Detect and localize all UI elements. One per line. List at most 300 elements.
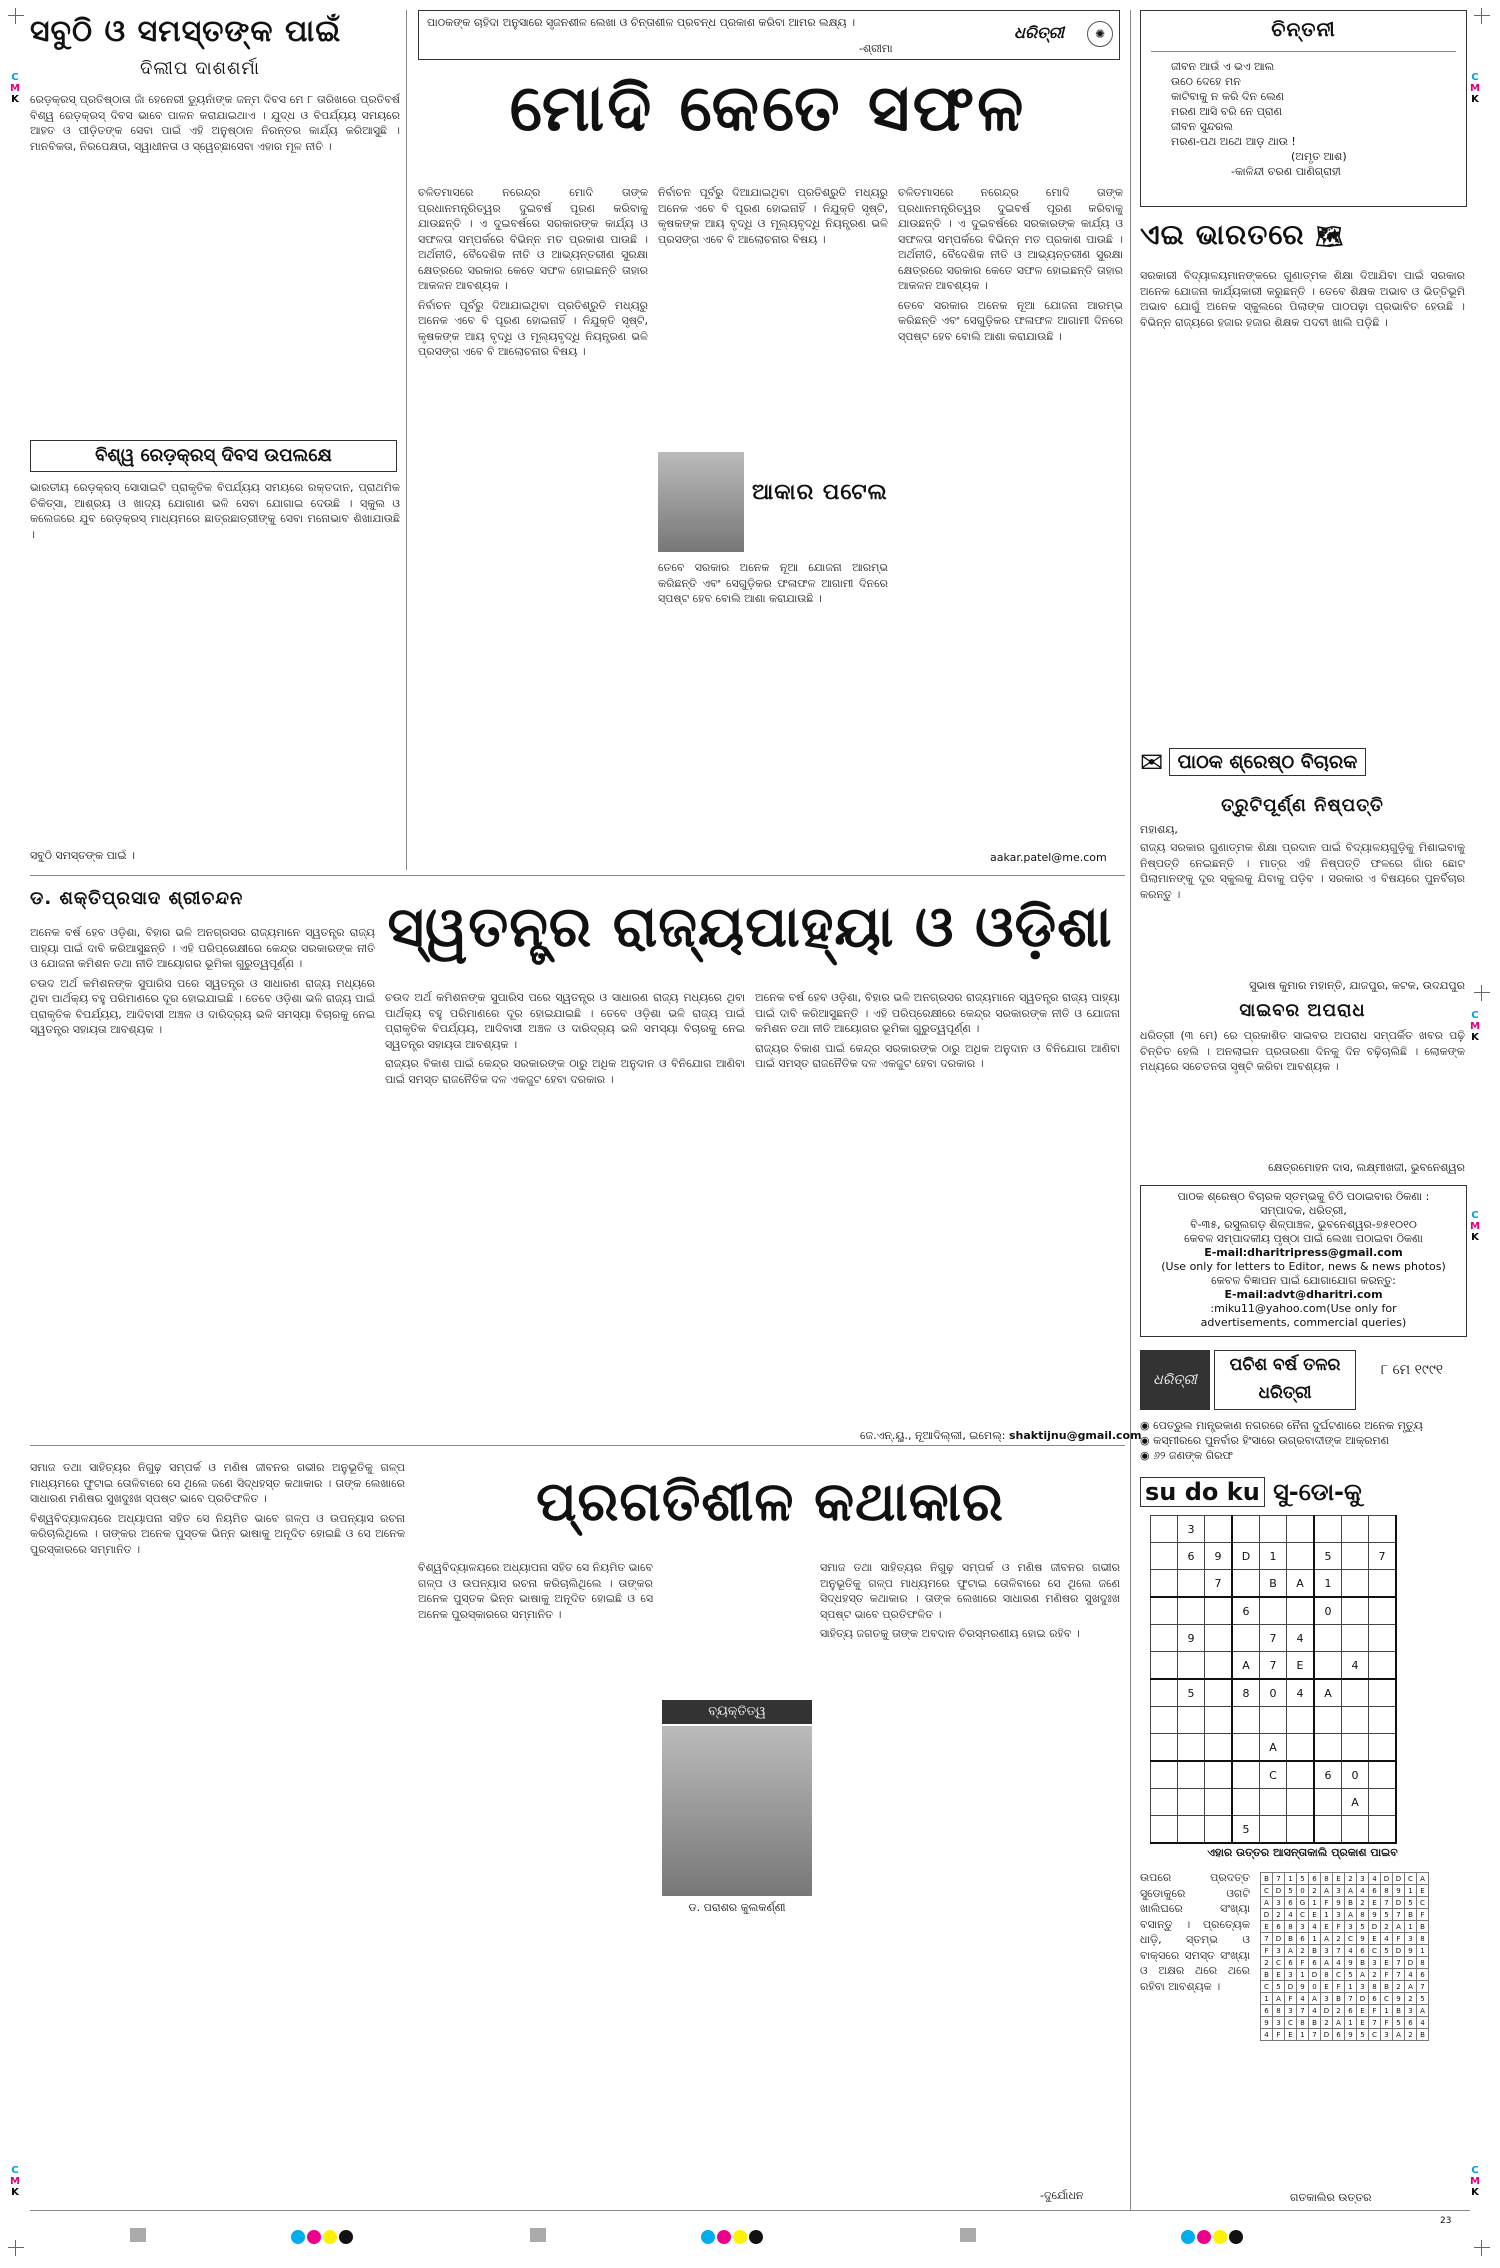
answer-cell: G (1297, 1897, 1309, 1909)
answer-cell: B (1285, 1933, 1297, 1945)
sudoku-cell[interactable] (1232, 1761, 1260, 1789)
sudoku-cell[interactable]: E (1287, 1652, 1315, 1680)
sudoku-cell[interactable] (1232, 1789, 1260, 1816)
sudoku-cell[interactable] (1260, 1816, 1287, 1844)
sudoku-cell[interactable] (1287, 1516, 1315, 1543)
sudoku-cell[interactable] (1205, 1516, 1233, 1543)
sudoku-cell[interactable] (1314, 1707, 1342, 1734)
sudoku-grid-wrap (1150, 1515, 1397, 1844)
sudoku-cell[interactable]: 7 (1369, 1543, 1397, 1570)
sudoku-cell[interactable]: 4 (1287, 1679, 1315, 1707)
sudoku-cell[interactable]: 3 (1178, 1516, 1205, 1543)
sudoku-cell[interactable] (1287, 1707, 1315, 1734)
sudoku-cell[interactable]: 5 (1232, 1816, 1260, 1844)
answer-cell: 4 (1405, 1969, 1417, 1981)
answer-cell: E (1357, 2017, 1369, 2029)
answer-cell: 3 (1333, 1885, 1345, 1897)
answer-cell: 5 (1285, 1885, 1297, 1897)
address-line: କେବଳ ସମ୍ପାଦକୀୟ ପୃଷ୍ଠା ପାଇଁ ଲେଖା ପଠାଇବା ଠିକଣା (1184, 1232, 1423, 1245)
sudoku-cell[interactable] (1314, 1625, 1342, 1652)
answer-cell: 5 (1357, 1921, 1369, 1933)
answer-cell: 9 (1345, 1957, 1357, 1969)
sudoku-row (1151, 1761, 1397, 1789)
answer-row (1261, 1957, 1429, 1969)
editor-email[interactable]: E-mail:dharitripress@gmail.com (1204, 1246, 1403, 1259)
grey-swatch (960, 2228, 976, 2242)
sudoku-cell[interactable] (1205, 1625, 1233, 1652)
colour-dot (323, 2230, 337, 2244)
sudoku-cell[interactable] (1205, 1652, 1233, 1680)
answer-cell: 2 (1381, 1921, 1393, 1933)
answer-cell: 2 (1405, 2029, 1417, 2041)
sudoku-cell[interactable] (1287, 1597, 1315, 1625)
article2-para: ଚଉଦ ଅର୍ଥ କମିଶନଙ୍କ ସୁପାରିସ ପରେ ସ୍ୱତନ୍ତ୍ର ଓ ସାଧାରଣ ରାଜ୍ୟ ମଧ୍ୟରେ ଥିବା ପାର୍ଥକ୍ୟ ବହୁ ପରିମାଣରେ ଦୂର ହୋଇଯାଇଛି । ତେବେ ଓଡ଼ିଶା ଭଳି ରାଜ୍ୟ ପାଇଁ ପ୍ରାକୃତିକ ବିପର୍ଯ୍ୟୟ, ଆଦିବାସୀ ଅଞ୍ଚଳ ଓ ଦାରିଦ୍ର୍ୟ ଭଳି ସମସ୍ୟା ବିଚାରକୁ ନେଇ ସ୍ୱତନ୍ତ୍ର ସହାୟତା ଆବଶ୍ୟକ । (385, 991, 745, 1051)
answer-cell: C (1285, 2017, 1297, 2029)
column-divider (1130, 10, 1131, 2210)
sudoku-cell[interactable] (1151, 1761, 1178, 1789)
answer-cell: 5 (1297, 1873, 1309, 1885)
article1-col-b (658, 185, 888, 445)
sudoku-cell[interactable] (1151, 1516, 1178, 1543)
answer-cell: 4 (1261, 2029, 1273, 2041)
twentyfive-item: ◉ ପେତ୍ରୁଲ ମାନ୍ତ୍ରକାଣ ନଗରରେ ନୈନା ଦୁର୍ଘଟଣାରେ ଅନେକ ମୃତ୍ୟୁ (1140, 1419, 1423, 1432)
chintanika-poem (1171, 59, 1451, 179)
answer-cell: 6 (1309, 1873, 1321, 1885)
sudoku-cell[interactable] (1369, 1570, 1397, 1598)
answer-cell: 3 (1381, 2029, 1393, 2041)
sudoku-cell[interactable] (1232, 1734, 1260, 1762)
answer-cell: 4 (1309, 2005, 1321, 2017)
sudoku-cell[interactable] (1151, 1543, 1178, 1570)
poem-line: ମରଣ-ପଥ ଅଥେ ଆଡ଼ ଥାଉ ! (1171, 135, 1296, 148)
sudoku-cell[interactable] (1205, 1816, 1233, 1844)
answer-cell: C (1273, 1957, 1285, 1969)
answer-cell: D (1285, 1981, 1297, 1993)
answer-row (1261, 1945, 1429, 1957)
col1-body2 (30, 480, 400, 850)
answer-cell: 5 (1381, 1909, 1393, 1921)
answer-cell: 2 (1273, 1909, 1285, 1921)
sudoku-cell[interactable]: A (1260, 1734, 1287, 1762)
sudoku-cell[interactable]: 4 (1342, 1652, 1369, 1680)
poem-line: କାଟିବାକୁ ନ କରି ଦିନ ଲେଣ (1171, 90, 1284, 103)
sudoku-cell[interactable] (1287, 1734, 1315, 1762)
sudoku-cell[interactable] (1314, 1734, 1342, 1762)
answer-cell: 0 (1297, 1885, 1309, 1897)
poem-author: -କାଳିନ୍ଦୀ ଚରଣ ପାଣିଗ୍ରାହୀ (1231, 165, 1341, 178)
answer-cell: A (1393, 1921, 1405, 1933)
sudoku-cell[interactable] (1232, 1625, 1260, 1652)
sudoku-cell[interactable] (1205, 1734, 1233, 1762)
sudoku-cell[interactable] (1369, 1734, 1397, 1762)
answer-cell: 8 (1273, 2005, 1285, 2017)
article1-para: ଚଳିତମାସରେ ନରେନ୍ଦ୍ର ମୋଦି ତାଙ୍କ ପ୍ରଧାନମନ୍ତ୍ରିତ୍ୱର ଦୁଇବର୍ଷ ପୂରଣ କରିବାକୁ ଯାଉଛନ୍ତି । ଏ ଦୁଇବର୍ଷରେ ସରକାରଙ୍କ କାର୍ଯ୍ୟ ଓ ସଫଳତା ସମ୍ପର୍କରେ ବିଭିନ୍ନ ମତ ପ୍ରକାଶ ପାଉଛି । ଅର୍ଥନୀତି, ବୈଦେଶିକ ନୀତି ଓ ଆଭ୍ୟନ୍ତରୀଣ ସୁରକ୍ଷା କ୍ଷେତ୍ରରେ ସରକାର କେତେ ସଫଳ ହୋଇଛନ୍ତି ତାହାର ଆକଳନ ଆବଶ୍ୟକ । (898, 186, 1123, 292)
answer-cell: 4 (1297, 1993, 1309, 2005)
answer-cell: C (1345, 1933, 1357, 1945)
address-line: ସମ୍ପାଦକ, ଧରିତ୍ରୀ, (1260, 1204, 1347, 1217)
sudoku-cell[interactable] (1342, 1707, 1369, 1734)
sudoku-cell[interactable]: 7 (1260, 1625, 1287, 1652)
sudoku-cell[interactable]: 4 (1287, 1625, 1315, 1652)
sudoku-cell[interactable]: 5 (1314, 1543, 1342, 1570)
sudoku-cell[interactable] (1314, 1652, 1342, 1680)
answer-cell: 6 (1345, 2005, 1357, 2017)
bharat-para: ସରକାରୀ ବିଦ୍ୟାଳୟମାନଙ୍କରେ ଗୁଣାତ୍ମକ ଶିକ୍ଷା ଦିଆଯିବା ପାଇଁ ସରକାର ଅନେକ ଯୋଜନା କାର୍ଯ୍ୟକାରୀ କରୁଛନ୍ତି । ତେବେ ଶିକ୍ଷକ ଅଭାବ ଓ ଭିତ୍ତିଭୂମି ଅଭାବ ଯୋଗୁଁ ଅନେକ ସ୍କୁଲରେ ପିଲାଙ୍କ ପାଠପଢ଼ା ପ୍ରଭାବିତ ହେଉଛି । ବିଭିନ୍ନ ରାଜ୍ୟରେ ହଜାର ହଜାର ଶିକ୍ଷକ ପଦବୀ ଖାଲି ପଡ଼ିଛି । (1140, 269, 1465, 329)
sudoku-cell[interactable] (1287, 1816, 1315, 1844)
sudoku-cell[interactable]: 0 (1260, 1679, 1287, 1707)
sudoku-cell[interactable] (1178, 1734, 1205, 1762)
article3-para: ସାହିତ୍ୟ ଜଗତକୁ ତାଙ୍କ ଅବଦାନ ଚିରସ୍ମରଣୀୟ ହୋଇ ରହିବ । (820, 1627, 1080, 1640)
section-divider (30, 1445, 1125, 1446)
sudoku-cell[interactable] (1178, 1707, 1205, 1734)
sudoku-cell[interactable]: 0 (1314, 1597, 1342, 1625)
answer-cell: D (1309, 1969, 1321, 1981)
answer-cell: C (1369, 1945, 1381, 1957)
answer-cell: 6 (1309, 1957, 1321, 1969)
answer-cell: 7 (1345, 1993, 1357, 2005)
sudoku-row (1151, 1679, 1397, 1707)
answer-cell: B (1381, 1981, 1393, 1993)
sudoku-cell[interactable] (1178, 1816, 1205, 1844)
sudoku-footer: ଏହାର ଉତ୍ତର ଆସନ୍ତାକାଲି ପ୍ରକାଶ ପାଇବ (1207, 1846, 1398, 1859)
section-divider (30, 875, 1125, 876)
answer-cell: 2 (1405, 1993, 1417, 2005)
sudoku-title-en: su do ku (1140, 1477, 1265, 1507)
answer-cell: 3 (1369, 1957, 1381, 1969)
sudoku-cell[interactable]: 8 (1232, 1679, 1260, 1707)
article1-email[interactable]: aakar.patel@me.com (990, 851, 1107, 864)
sudoku-cell[interactable] (1369, 1597, 1397, 1625)
answer-cell: 8 (1417, 1933, 1429, 1945)
answer-cell: D (1261, 1909, 1273, 1921)
sudoku-cell[interactable]: 7 (1205, 1570, 1233, 1598)
sudoku-cell[interactable] (1342, 1734, 1369, 1762)
answer-cell: E (1333, 1873, 1345, 1885)
sudoku-cell[interactable] (1151, 1597, 1178, 1625)
answer-cell: 6 (1273, 1921, 1285, 1933)
cmk-mark-right-mid2: C M K (1470, 1210, 1480, 1243)
article2-col-c (755, 990, 1120, 1410)
answer-cell: 1 (1405, 1921, 1417, 1933)
author-photo (658, 452, 744, 552)
sudoku-cell[interactable] (1314, 1816, 1342, 1844)
sudoku-how-to-text: ଉପରେ ପ୍ରଦତ୍ତ ସୁଡୋକୁରେ ଓଗଟି ଖାଲିଘରେ ସଂଖ୍ୟା ବସାନ୍ତୁ । ପ୍ରତ୍ୟେକ ଧାଡ଼ି, ସ୍ତମ୍ଭ ଓ ବାକ୍ସରେ ସମସ୍ତ ସଂଖ୍ୟା ଓ ଅକ୍ଷର ଥରେ ଥରେ ରହିବା ଆବଶ୍ୟକ । (1140, 1871, 1250, 1993)
answer-cell: 7 (1381, 1897, 1393, 1909)
answer-cell: 1 (1345, 2017, 1357, 2029)
article2-byline (860, 1428, 1142, 1443)
answer-cell: F (1381, 1969, 1393, 1981)
address-box (1140, 1185, 1467, 1337)
answer-cell: 3 (1345, 1921, 1357, 1933)
sudoku-cell[interactable] (1342, 1679, 1369, 1707)
article1-para: ତେବେ ସରକାର ଅନେକ ନୂଆ ଯୋଜନା ଆରମ୍ଭ କରିଛନ୍ତି ଏବଂ ସେଗୁଡ଼ିକର ଫଳାଫଳ ଆଗାମୀ ଦିନରେ ସ୍ପଷ୍ଟ ହେବ ବୋଲି ଆଶା କରାଯାଉଛି । (658, 561, 888, 605)
sudoku-cell[interactable]: A (1342, 1789, 1369, 1816)
sudoku-cell[interactable] (1205, 1597, 1233, 1625)
answer-cell: 3 (1273, 1897, 1285, 1909)
answer-cell: 7 (1261, 1933, 1273, 1945)
answer-cell: A (1261, 1897, 1273, 1909)
answer-cell: 6 (1333, 2029, 1345, 2041)
answer-cell: F (1369, 2005, 1381, 2017)
col1-title: ସବୁଠି ଓ ସମସ୍ତଙ୍କ ପାଇଁ (30, 14, 342, 49)
sudoku-cell[interactable] (1287, 1543, 1315, 1570)
answer-cell: E (1369, 1897, 1381, 1909)
cmk-mark-right-top: C M K (1470, 72, 1480, 105)
sudoku-cell[interactable] (1342, 1816, 1369, 1844)
sudoku-cell[interactable] (1369, 1816, 1397, 1844)
advt-email-alt[interactable]: :miku11@yahoo.com(Use only for (1210, 1302, 1397, 1315)
sudoku-cell[interactable] (1151, 1816, 1178, 1844)
crosshair-icon (1474, 8, 1490, 24)
col1-author: ଦିଲୀପ ଦାଶଶର୍ମା (140, 58, 260, 79)
sudoku-cell[interactable] (1369, 1679, 1397, 1707)
sudoku-cell[interactable] (1260, 1516, 1287, 1543)
answer-cell: C (1297, 1909, 1309, 1921)
colour-dot (1181, 2230, 1195, 2244)
answer-cell: B (1417, 2029, 1429, 2041)
letter2-title: ସାଇବର ଅପରାଧ (1239, 1000, 1366, 1021)
sudoku-cell[interactable] (1205, 1789, 1233, 1816)
sudoku-cell[interactable] (1151, 1789, 1178, 1816)
address-note: (Use only for letters to Editor, news & news photos) (1161, 1260, 1446, 1273)
answer-cell: 5 (1357, 2029, 1369, 2041)
answer-cell: 8 (1381, 1885, 1393, 1897)
sudoku-cell[interactable]: 1 (1314, 1570, 1342, 1598)
sudoku-cell[interactable]: A (1232, 1652, 1260, 1680)
answer-cell: 4 (1369, 1873, 1381, 1885)
answer-row (1261, 1969, 1429, 1981)
sudoku-cell[interactable]: 6 (1232, 1597, 1260, 1625)
answer-cell: D (1273, 1885, 1285, 1897)
answer-cell: 9 (1405, 1945, 1417, 1957)
answer-cell: D (1381, 1873, 1393, 1885)
sudoku-cell[interactable] (1369, 1707, 1397, 1734)
sudoku-cell[interactable] (1205, 1761, 1233, 1789)
article1-para: ଚଳିତମାସରେ ନରେନ୍ଦ୍ର ମୋଦି ତାଙ୍କ ପ୍ରଧାନମନ୍ତ୍ରିତ୍ୱର ଦୁଇବର୍ଷ ପୂରଣ କରିବାକୁ ଯାଉଛନ୍ତି । ଏ ଦୁଇବର୍ଷରେ ସରକାରଙ୍କ କାର୍ଯ୍ୟ ଓ ସଫଳତା ସମ୍ପର୍କରେ ବିଭିନ୍ନ ମତ ପ୍ରକାଶ ପାଉଛି । ଅର୍ଥନୀତି, ବୈଦେଶିକ ନୀତି ଓ ଆଭ୍ୟନ୍ତରୀଣ ସୁରକ୍ଷା କ୍ଷେତ୍ରରେ ସରକାର କେତେ ସଫଳ ହୋଇଛନ୍ତି ତାହାର ଆକଳନ ଆବଶ୍ୟକ । (418, 186, 648, 292)
sudoku-cell[interactable]: 1 (1260, 1543, 1287, 1570)
reader-label: ପାଠକ ଶ୍ରେଷ୍ଠ ବିଚାରକ (1169, 748, 1367, 776)
answer-cell: 9 (1369, 1909, 1381, 1921)
sudoku-cell[interactable]: 0 (1342, 1761, 1369, 1789)
colour-dots (290, 2226, 354, 2245)
masthead-mini: ଧରିତ୍ରୀ (1140, 1350, 1210, 1410)
sudoku-cell[interactable] (1232, 1570, 1260, 1598)
answer-cell: E (1285, 2029, 1297, 2041)
article3-para: ସମାଜ ତଥା ସାହିତ୍ୟର ନିଗୁଢ଼ ସମ୍ପର୍କ ଓ ମଣିଷ ଜୀବନର ଗଭୀର ଅନୁଭୂତିକୁ ଗଳ୍ପ ମାଧ୍ୟମରେ ଫୁଟାଇ ତୋଳିବାରେ ସେ ଥିଲେ ଜଣେ ସିଦ୍ଧହସ୍ତ କଥାକାର । ତାଙ୍କ ଲେଖାରେ ସାଧାରଣ ମଣିଷର ସୁଖଦୁଃଖ ସ୍ପଷ୍ଟ ଭାବେ ପ୍ରତିଫଳିତ । (820, 1561, 1120, 1621)
article2-email[interactable]: shaktijnu@gmail.com (1008, 1429, 1142, 1442)
sudoku-cell[interactable] (1314, 1789, 1342, 1816)
poem-source: (ଅମୃତ ଆଶ) (1291, 150, 1347, 163)
article3-photo-caption: ଡ. ପରାଶର କୁଲକର୍ଣ୍ଣୀ (688, 1901, 786, 1914)
answer-row (1261, 1993, 1429, 2005)
answer-cell: 4 (1381, 1933, 1393, 1945)
answer-cell: A (1357, 1969, 1369, 1981)
answer-cell: 6 (1405, 2017, 1417, 2029)
answer-cell: 6 (1369, 1993, 1381, 2005)
sudoku-cell[interactable] (1151, 1570, 1178, 1598)
sudoku-cell[interactable] (1151, 1625, 1178, 1652)
answer-cell: A (1333, 2017, 1345, 2029)
sudoku-cell[interactable]: C (1260, 1761, 1287, 1789)
article3-para: ବିଶ୍ୱବିଦ୍ୟାଳୟରେ ଅଧ୍ୟାପନା ସହିତ ସେ ନିୟମିତ ଭାବେ ଗଳ୍ପ ଓ ଉପନ୍ୟାସ ରଚନା କରିଚାଲିଥିଲେ । ତାଙ୍କର ଅନେକ ପୁସ୍ତକ ଭିନ୍ନ ଭାଷାକୁ ଅନୂଦିତ ହୋଇଛି ଓ ସେ ଅନେକ ପୁରସ୍କାରରେ ସମ୍ମାନିତ । (30, 1511, 405, 1556)
answer-cell: A (1345, 1909, 1357, 1921)
address-line: କେବଳ ବିଜ୍ଞାପନ ପାଇଁ ଯୋଗାଯୋଗ କରନ୍ତୁ: (1211, 1274, 1396, 1287)
sudoku-how-to (1140, 1870, 1250, 2170)
sudoku-cell[interactable] (1151, 1652, 1178, 1680)
answer-cell: 0 (1309, 1981, 1321, 1993)
sudoku-cell[interactable] (1178, 1652, 1205, 1680)
answer-cell: 3 (1333, 1909, 1345, 1921)
answer-cell: 1 (1297, 2029, 1309, 2041)
answer-cell: 6 (1297, 1933, 1309, 1945)
sudoku-cell[interactable] (1369, 1652, 1397, 1680)
sudoku-cell[interactable] (1342, 1516, 1369, 1543)
sudoku-cell[interactable] (1342, 1570, 1369, 1598)
grey-swatch (530, 2228, 546, 2242)
answer-cell: F (1321, 1897, 1333, 1909)
answer-cell: 5 (1393, 2017, 1405, 2029)
sudoku-row (1151, 1570, 1397, 1598)
sudoku-cell[interactable]: 9 (1178, 1625, 1205, 1652)
answer-cell: 9 (1393, 1993, 1405, 2005)
sudoku-cell[interactable]: 9 (1205, 1543, 1233, 1570)
answer-cell: E (1309, 1909, 1321, 1921)
colour-dot (291, 2230, 305, 2244)
sudoku-cell[interactable] (1369, 1625, 1397, 1652)
colour-dot (701, 2230, 715, 2244)
reader-banner (1140, 746, 1465, 784)
answer-cell: D (1273, 1933, 1285, 1945)
answer-cell: 9 (1261, 2017, 1273, 2029)
colour-dot (1229, 2230, 1243, 2244)
answer-cell: F (1417, 1909, 1429, 1921)
cmk-mark-left-bottom: C M K (10, 2165, 20, 2198)
sudoku-cell[interactable] (1178, 1597, 1205, 1625)
letter1-salutation: ମହାଶୟ, (1140, 823, 1178, 836)
answer-cell: 7 (1273, 1873, 1285, 1885)
answer-cell: 5 (1345, 1969, 1357, 1981)
sudoku-cell[interactable]: A (1287, 1570, 1315, 1598)
sudoku-cell[interactable]: 6 (1178, 1543, 1205, 1570)
answer-cell: B (1417, 1921, 1429, 1933)
col1-para2: ଭାରତୀୟ ରେଡ଼କ୍ରସ୍ ସୋସାଇଟି ପ୍ରାକୃତିକ ବିପର୍ଯ୍ୟୟ ସମୟରେ ରକ୍ତଦାନ, ପ୍ରାଥମିକ ଚିକିତ୍ସା, ଆଶ୍ରୟ ଓ ଖାଦ୍ୟ ଯୋଗାଣ ଭଳି ସେବା ଯୋଗାଇ ଦେଉଛି । ସ୍କୁଲ ଓ କଲେଜରେ ଯୁବ ରେଡ଼କ୍ରସ୍ ମାଧ୍ୟମରେ ଛାତ୍ରଛାତ୍ରୀଙ୍କୁ ସେବା ମନୋଭାବ ଶିଖାଯାଉଛି । (30, 481, 400, 541)
answer-cell: A (1321, 1885, 1333, 1897)
answer-cell: D (1321, 2005, 1333, 2017)
sudoku-cell[interactable] (1232, 1707, 1260, 1734)
sudoku-cell[interactable] (1314, 1516, 1342, 1543)
answer-cell: A (1345, 1885, 1357, 1897)
sudoku-grid[interactable] (1150, 1515, 1397, 1844)
answer-cell: 6 (1357, 1945, 1369, 1957)
answer-cell: 6 (1261, 2005, 1273, 2017)
answer-cell: D (1393, 1873, 1405, 1885)
article3-photo (662, 1726, 812, 1896)
sudoku-cell[interactable] (1287, 1789, 1315, 1816)
sudoku-cell[interactable]: D (1232, 1543, 1260, 1570)
answer-cell: B (1261, 1969, 1273, 1981)
article2-place: ଜେ.ଏନ୍.ୟୁ., ନୂଆଦିଲ୍ଲୀ, ଇମେଲ୍: (860, 1429, 1006, 1442)
poem-line: ମରଣ ଆସି ବରି ନେ ପ୍ରାଣ (1171, 105, 1282, 118)
answer-cell: A (1321, 1957, 1333, 1969)
answer-cell: B (1345, 1897, 1357, 1909)
sudoku-cell[interactable] (1178, 1789, 1205, 1816)
article3-tag: ବ୍ୟକ୍ତିତ୍ୱ (662, 1700, 812, 1724)
sudoku-cell[interactable] (1178, 1761, 1205, 1789)
cmk-mark-right-bottom: C M K (1470, 2165, 1480, 2198)
sudoku-cell[interactable] (1342, 1543, 1369, 1570)
article3-para: ସମାଜ ତଥା ସାହିତ୍ୟର ନିଗୁଢ଼ ସମ୍ପର୍କ ଓ ମଣିଷ ଜୀବନର ଗଭୀର ଅନୁଭୂତିକୁ ଗଳ୍ପ ମାଧ୍ୟମରେ ଫୁଟାଇ ତୋଳିବାରେ ସେ ଥିଲେ ଜଣେ ସିଦ୍ଧହସ୍ତ କଥାକାର । ତାଙ୍କ ଲେଖାରେ ସାଧାରଣ ମଣିଷର ସୁଖଦୁଃଖ ସ୍ପଷ୍ଟ ଭାବେ ପ୍ରତିଫଳିତ । (30, 1461, 405, 1505)
answer-cell: F (1273, 2029, 1285, 2041)
answer-cell: 2 (1297, 1945, 1309, 1957)
answer-cell: E (1417, 1885, 1429, 1897)
answer-cell: 7 (1417, 1981, 1429, 1993)
sudoku-cell[interactable]: 6 (1314, 1761, 1342, 1789)
bharat-title (1140, 218, 1460, 252)
answer-cell: 3 (1357, 1981, 1369, 1993)
sudoku-cell[interactable] (1369, 1761, 1397, 1789)
answer-cell: D (1321, 2029, 1333, 2041)
sudoku-cell[interactable] (1205, 1679, 1233, 1707)
advt-email[interactable]: E-mail:advt@dharitri.com (1224, 1288, 1383, 1301)
answer-cell: 2 (1261, 1957, 1273, 1969)
sudoku-cell[interactable]: B (1260, 1570, 1287, 1598)
page-number: 23 (1440, 2216, 1452, 2226)
answer-cell: F (1393, 1933, 1405, 1945)
answer-cell: D (1405, 1957, 1417, 1969)
colour-dot (717, 2230, 731, 2244)
crosshair-icon (8, 8, 24, 24)
sudoku-cell[interactable] (1369, 1516, 1397, 1543)
answer-cell: B (1405, 1909, 1417, 1921)
sudoku-cell[interactable] (1151, 1734, 1178, 1762)
sudoku-cell[interactable] (1260, 1597, 1287, 1625)
sudoku-cell[interactable]: A (1314, 1679, 1342, 1707)
sudoku-cell[interactable]: 5 (1178, 1679, 1205, 1707)
sudoku-row (1151, 1816, 1397, 1844)
sudoku-cell[interactable] (1178, 1570, 1205, 1598)
answer-cell: E (1261, 1921, 1273, 1933)
article1-author: ଆକାର ପଟେଲ (752, 480, 888, 505)
article3-col-a (30, 1460, 405, 2200)
sudoku-cell[interactable]: 7 (1260, 1652, 1287, 1680)
footer-rule (30, 2210, 1470, 2211)
answer-row (1261, 1873, 1429, 1885)
answer-row (1261, 1921, 1429, 1933)
twentyfive-banner (1140, 1350, 1465, 1412)
sudoku-cell[interactable] (1232, 1516, 1260, 1543)
top-quote-box (418, 10, 1120, 60)
twentyfive-item: ◉ ୬୨ ଜଣଙ୍କ ଗିରଫ (1140, 1449, 1233, 1462)
sudoku-cell[interactable] (1151, 1707, 1178, 1734)
sudoku-row (1151, 1543, 1397, 1570)
sudoku-cell[interactable] (1260, 1707, 1287, 1734)
sudoku-cell[interactable] (1287, 1761, 1315, 1789)
answer-cell: 4 (1309, 1921, 1321, 1933)
sudoku-cell[interactable] (1342, 1597, 1369, 1625)
sudoku-cell[interactable] (1260, 1789, 1287, 1816)
col1-signoff: ସବୁଠି ସମସ୍ତଙ୍କ ପାଇଁ । (30, 849, 135, 862)
answer-cell: 3 (1273, 1945, 1285, 1957)
sudoku-cell[interactable] (1205, 1707, 1233, 1734)
answer-cell: 4 (1357, 1885, 1369, 1897)
answer-cell: 9 (1357, 1933, 1369, 1945)
sudoku-cell[interactable] (1342, 1625, 1369, 1652)
answer-cell: 1 (1261, 1993, 1273, 2005)
answer-cell: 3 (1273, 2017, 1285, 2029)
sudoku-cell[interactable] (1151, 1679, 1178, 1707)
article2-para: ଚଉଦ ଅର୍ଥ କମିଶନଙ୍କ ସୁପାରିସ ପରେ ସ୍ୱତନ୍ତ୍ର ଓ ସାଧାରଣ ରାଜ୍ୟ ମଧ୍ୟରେ ଥିବା ପାର୍ଥକ୍ୟ ବହୁ ପରିମାଣରେ ଦୂର ହୋଇଯାଇଛି । ତେବେ ଓଡ଼ିଶା ଭଳି ରାଜ୍ୟ ପାଇଁ ପ୍ରାକୃତିକ ବିପର୍ଯ୍ୟୟ, ଆଦିବାସୀ ଅଞ୍ଚଳ ଓ ଦାରିଦ୍ର୍ୟ ଭଳି ସମସ୍ୟା ବିଚାରକୁ ନେଇ ସ୍ୱତନ୍ତ୍ର ସହାୟତା ଆବଶ୍ୟକ । (30, 976, 375, 1036)
sudoku-cell[interactable] (1369, 1789, 1397, 1816)
